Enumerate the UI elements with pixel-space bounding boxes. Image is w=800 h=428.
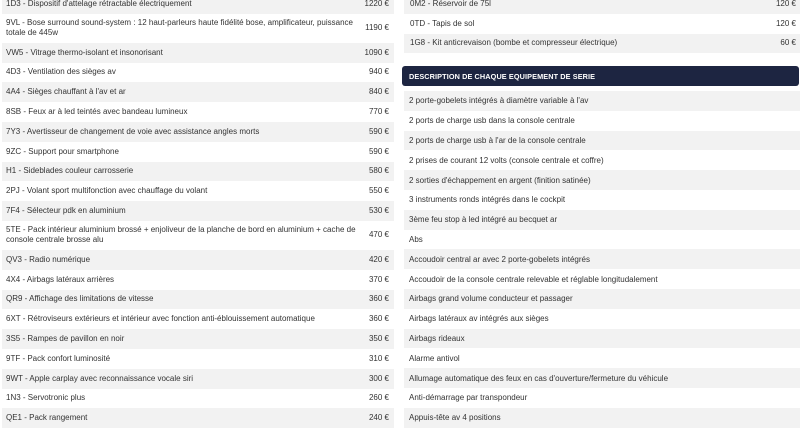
option-row: [2, 82, 394, 102]
series-item: 3ème feu stop à led intégré au becquet ar: [404, 210, 800, 230]
series-item: 2 porte-gobelets intégrés à diamètre variable à l'av: [404, 91, 800, 111]
option-price: 1220 €: [364, 0, 389, 8]
option-price: 580 €: [368, 166, 389, 176]
option-label: QE1 - Pack rangement: [6, 413, 88, 423]
option-row: [2, 408, 394, 428]
option-price: 840 €: [368, 87, 389, 97]
series-item: 3 instruments ronds intégrés dans le cockpit: [409, 195, 566, 205]
option-label: 1D3 - Dispositif d'attelage rétractable électriquement: [6, 0, 192, 8]
series-item: Appuis-tête av 4 positions: [404, 408, 800, 428]
options-list-left: [2, 0, 394, 428]
option-price: 120 €: [775, 0, 796, 8]
option-row: [2, 389, 394, 409]
option-price: 470 €: [368, 230, 389, 240]
option-row: [2, 201, 394, 221]
option-label: 7Y3 - Avertisseur de changement de voie avec assistance angles morts: [6, 126, 260, 136]
option-label: 0TD - Tapis de sol: [410, 18, 475, 28]
option-price: 770 €: [368, 107, 389, 117]
option-label: 5TE - Pack intérieur aluminium brossé + enjoliveur de la planche de bord en aluminium + cache de console centrale brosse alu: [6, 225, 356, 245]
option-price: 530 €: [368, 206, 389, 216]
series-item: 2 prises de courant 12 volts (console centrale et coffre): [409, 155, 604, 165]
option-row: [2, 14, 394, 43]
option-label: 9ZC - Support pour smartphone: [6, 146, 119, 156]
option-row: [404, 34, 800, 54]
option-price: 120 €: [775, 18, 796, 28]
series-item: Airbags grand volume conducteur et passager: [404, 289, 800, 309]
option-row: [2, 181, 394, 201]
option-price: 550 €: [368, 186, 389, 196]
option-price: 260 €: [368, 393, 389, 403]
series-equipment-header: [402, 66, 799, 86]
options-list-right: [404, 0, 800, 53]
option-row: [2, 369, 394, 389]
option-label: 8SB - Feux ar à led teintés avec bandeau lumineux: [6, 107, 188, 117]
series-item: Accoudoir central ar avec 2 porte-gobelets intégrés: [404, 249, 800, 269]
option-label: 2PJ - Volant sport multifonction avec chauffage du volant: [6, 186, 208, 196]
option-price: 310 €: [368, 353, 389, 363]
series-item: Alarme antivol: [409, 353, 460, 363]
option-row: [404, 14, 800, 34]
series-item: Allumage automatique des feux en cas d'ouverture/fermeture du véhicule: [404, 368, 800, 388]
option-label: 6XT - Rétroviseurs extérieurs et intérieur avec fonction anti-éblouissement automatique: [6, 314, 315, 324]
series-item: 2 ports de charge usb à l'ar de la console centrale: [404, 131, 800, 151]
option-row: [2, 290, 394, 310]
option-label: 4A4 - Sièges chauffant à l'av et ar: [6, 87, 126, 97]
option-label: 3S5 - Rampes de pavillon en noir: [6, 334, 125, 344]
option-price: 1190 €: [365, 23, 389, 33]
option-price: 1090 €: [364, 47, 389, 57]
option-row: [2, 102, 394, 122]
option-label: 1G8 - Kit anticrevaison (bombe et compresseur électrique): [410, 38, 618, 48]
option-price: 370 €: [368, 274, 389, 284]
option-row: [2, 142, 394, 162]
option-row: [2, 250, 394, 270]
option-label: 9TF - Pack confort luminosité: [6, 353, 111, 363]
series-item: 2 ports de charge usb dans la console centrale: [409, 116, 575, 126]
option-label: 9VL - Bose surround sound-system : 12 haut-parleurs haute fidélité bose, amplificateur, puissance totale de 445w: [6, 18, 354, 38]
option-label: 1N3 - Servotronic plus: [6, 393, 86, 403]
option-price: 300 €: [368, 373, 389, 383]
option-price: 590 €: [368, 146, 389, 156]
option-row: [2, 329, 394, 349]
option-row: [2, 43, 394, 63]
series-equipment-list: [404, 91, 800, 428]
series-item: Airbags latéraux av intégrés aux sièges: [409, 314, 549, 324]
option-price: 240 €: [368, 413, 389, 423]
option-price: 360 €: [368, 314, 389, 324]
option-label: 0M2 - Réservoir de 75l: [410, 0, 491, 8]
option-label: H1 - Sideblades couleur carrosserie: [6, 166, 134, 176]
option-row: [2, 122, 394, 142]
option-row: [2, 63, 394, 83]
option-price: 360 €: [368, 294, 389, 304]
option-row: [2, 162, 394, 182]
series-item: Accoudoir de la console centrale relevable et réglable longitudalement: [409, 274, 658, 284]
option-label: 4X4 - Airbags latéraux arrières: [6, 274, 115, 284]
option-row: [2, 349, 394, 369]
option-row: [2, 270, 394, 290]
series-item: Anti-démarrage par transpondeur: [409, 393, 528, 403]
series-header-title: DESCRIPTION DE CHAQUE EQUIPEMENT DE SERIE: [409, 71, 596, 81]
series-item: 2 sorties d'échappement en argent (finition satinée): [404, 170, 800, 190]
option-label: 7F4 - Sélecteur pdk en aluminium: [6, 206, 126, 216]
option-price: 940 €: [368, 67, 389, 77]
option-label: 9WT - Apple carplay avec reconnaissance vocale siri: [6, 373, 194, 383]
option-row: [2, 221, 394, 250]
option-label: QV3 - Radio numérique: [6, 254, 91, 264]
option-price: 590 €: [368, 126, 389, 136]
option-label: QR9 - Affichage des limitations de vitesse: [6, 294, 154, 304]
option-price: 60 €: [780, 38, 796, 48]
option-label: VW5 - Vitrage thermo-isolant et insonorisant: [6, 47, 163, 57]
option-price: 420 €: [368, 254, 389, 264]
option-row: [2, 0, 394, 14]
option-label: 4D3 - Ventilation des sièges av: [6, 67, 116, 77]
option-row: [404, 0, 800, 14]
series-item: Abs: [409, 234, 423, 244]
series-item: Airbags rideaux: [404, 329, 800, 349]
option-row: [2, 309, 394, 329]
option-price: 350 €: [368, 334, 389, 344]
